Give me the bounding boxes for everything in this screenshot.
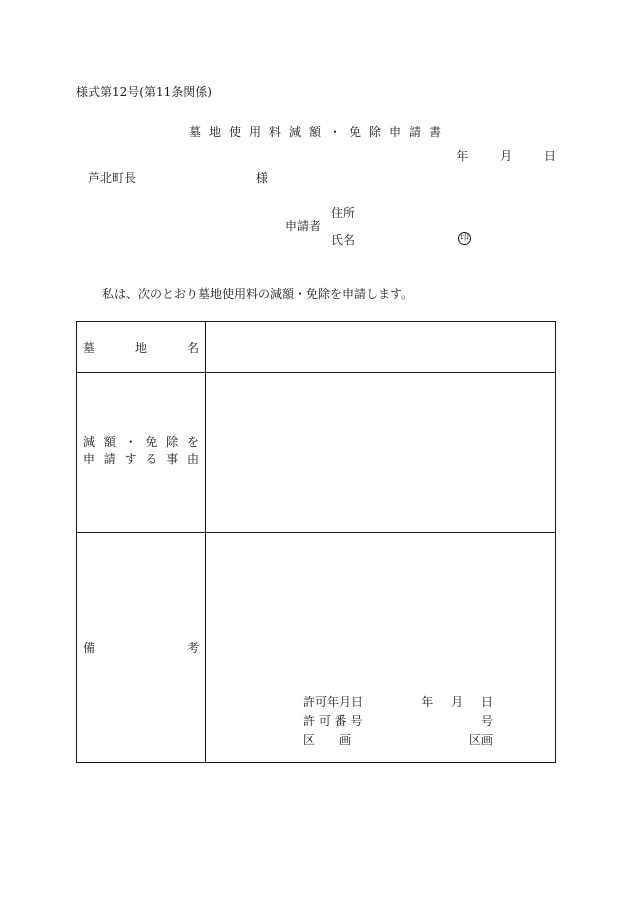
address-field[interactable]: 住所 xyxy=(331,206,356,220)
reason-label xyxy=(83,436,199,470)
column-divider xyxy=(205,322,206,762)
permit-date-year: 年 xyxy=(421,695,434,709)
date-day-field[interactable]: 日 xyxy=(543,149,556,163)
name-field[interactable]: 氏名 xyxy=(331,233,356,247)
row-divider xyxy=(77,532,555,533)
permit-date-values xyxy=(407,693,493,710)
honorific: 様 xyxy=(256,171,269,185)
remarks-label: 備 考 xyxy=(83,641,199,655)
application-statement: 私は、次のとおり墓地使用料の減額・免除を申請します。 xyxy=(102,287,414,301)
permit-number-label: 許 可 番 号 xyxy=(303,714,363,728)
addressee: 芦北町長 xyxy=(88,171,137,185)
date-month-field[interactable]: 月 xyxy=(500,149,513,163)
date-year-field[interactable]: 年 xyxy=(456,149,469,163)
cemetery-name-label: 墓 地 名 xyxy=(83,341,199,355)
date-row xyxy=(456,150,556,162)
seal-mark: 印 xyxy=(459,233,469,243)
permit-date-day: 日 xyxy=(480,695,493,709)
row-divider xyxy=(77,372,555,373)
form-number: 様式第12号(第11条関係) xyxy=(76,85,212,99)
permit-date-row xyxy=(303,693,493,710)
permit-section-row xyxy=(303,731,493,748)
applicant-label: 申請者 xyxy=(285,219,322,233)
permit-number-suffix: 号 xyxy=(480,714,493,728)
permit-date-month: 月 xyxy=(451,695,464,709)
permit-number-row xyxy=(303,712,493,729)
application-form-table xyxy=(76,321,556,763)
permit-date-label: 許可年月日 xyxy=(303,695,364,709)
reason-label-line1: 減 額 ・ 免 除 を xyxy=(83,435,199,449)
permit-section-suffix: 区画 xyxy=(468,733,493,747)
reason-label-line2: 申 請 す る 事 由 xyxy=(83,451,199,466)
permit-section-label: 区 画 xyxy=(303,733,352,747)
document-title: 墓地使用料減額・免除申請書 xyxy=(188,125,449,139)
